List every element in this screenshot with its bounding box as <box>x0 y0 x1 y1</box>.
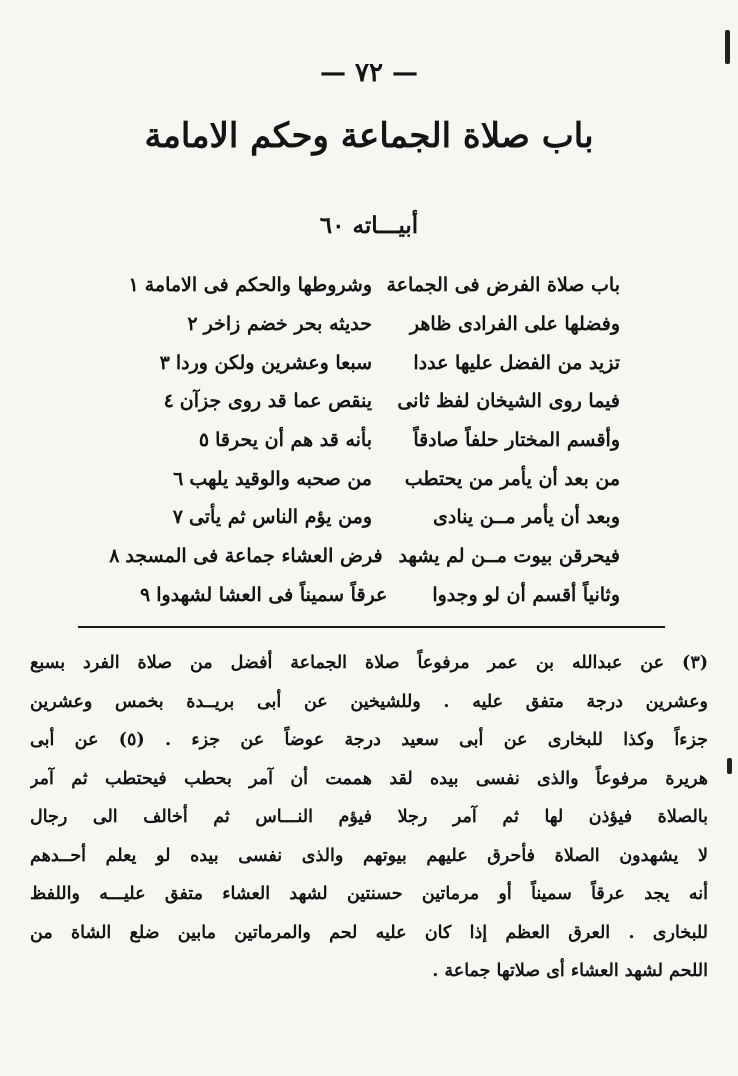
verse-second-hemistich <box>129 274 389 296</box>
commentary-line: للبخارى . العرق العظم إذا كان عليه لحم والمرماتين مابين ضلع الشاة من <box>30 922 708 943</box>
section-divider <box>78 626 665 628</box>
verse-first-hemistich: باب صلاة الفرض فى الجماعة <box>386 274 620 297</box>
verse-number: ٤ <box>163 390 174 413</box>
verse-second-hemistich <box>140 390 388 412</box>
verse-second-hemistich-text: فرض العشاء جماعة فى المسجد <box>125 545 383 568</box>
commentary-line: اللحم لشهد العشاء أى صلاتها جماعة . <box>432 961 708 981</box>
chapter-title: باب صلاة الجماعة وحكم الامامة <box>144 116 594 156</box>
verse-number: ١ <box>128 274 139 297</box>
page-number: — ٧٢ — <box>319 58 419 88</box>
verse-row <box>140 382 620 421</box>
verse-second-hemistich-text: ومن يؤم الناس ثم يأتى <box>188 506 372 529</box>
verse-second-hemistich-text: من صحبه والوقيد يلهب <box>189 467 372 490</box>
verse-second-hemistich-text: حديثه بحر خضم زاخر <box>203 313 372 336</box>
verse-row <box>140 343 620 382</box>
commentary-line: وعشرين درجة متفق عليه . وللشيخين عن أبى بريــدة بخمس وعشرين <box>30 691 708 712</box>
margin-mark <box>727 758 732 774</box>
verse-second-hemistich <box>140 429 388 451</box>
verse-number: ٥ <box>198 429 210 452</box>
verse-second-hemistich <box>109 545 398 567</box>
verse-second-hemistich-text: سبعا وعشرين ولكن وردا <box>175 351 372 374</box>
verse-row <box>140 305 620 344</box>
verse-number: ٧ <box>172 506 183 529</box>
verse-row <box>109 537 620 576</box>
verse-second-hemistich <box>140 506 388 528</box>
verse-second-hemistich-text: وشروطها والحكم فى الامامة <box>144 274 372 297</box>
verse-second-hemistich-text: ينقص عما قد روى جزآن <box>179 390 372 413</box>
verse-number: ٩ <box>140 583 151 606</box>
verse-row <box>140 421 620 460</box>
verse-number: ٨ <box>109 545 120 568</box>
verse-first-hemistich: فيما روى الشيخان لفظ ثانى <box>397 390 620 413</box>
verse-first-hemistich: وفضلها على الفرادى ظاهر <box>409 313 620 336</box>
verse-row <box>128 266 620 305</box>
verse-row <box>140 576 620 615</box>
verse-number: ٦ <box>173 467 184 490</box>
verse-second-hemistich-text: بأنه قد هم أن يحرقا <box>215 429 372 452</box>
verse-number: ٢ <box>187 313 198 336</box>
commentary-line: جزءاً وكذا للبخارى عن أبى سعيد درجة عوضاً عن جزء . (٥) عن أبى <box>30 730 708 750</box>
commentary-line: لا يشهدون الصلاة فأحرق عليهم بيوتهم والذى نفسى بيده لو يعلم أحــدهم <box>30 845 708 866</box>
verse-row <box>140 498 620 537</box>
verse-first-hemistich: وأقسم المختار حلفاً صادقاً <box>413 429 620 452</box>
verse-number: ٣ <box>159 351 170 374</box>
verse-second-hemistich <box>140 352 388 374</box>
commentary-line: (٣) عن عبدالله بن عمر مرفوعاً صلاة الجماعة أفضل من صلاة الفرد بسبع <box>30 653 708 673</box>
commentary-line: أنه يجد عرقاً سميناً أو مرماتين حسنتين لشهد العشاء متفق عليـــه واللفظ <box>30 884 708 904</box>
commentary-line: بالصلاة فيؤذن لها ثم آمر رجلا فيؤم النـــاس ثم أخالف الى رجال <box>30 807 708 827</box>
verse-row <box>140 459 620 498</box>
commentary-line: هريرة مرفوعاً والذى نفسى بيده لقد هممت أن آمر بحطب فيحتطب ثم آمر <box>30 768 708 789</box>
verse-second-hemistich <box>140 468 388 490</box>
verse-second-hemistich <box>140 584 403 606</box>
verse-first-hemistich: فيحرقن بيوت مــن لم يشهد <box>398 545 620 568</box>
poem-verses <box>109 266 620 614</box>
verse-count: أبيـــاته ٦٠ <box>319 212 419 239</box>
verse-second-hemistich <box>140 313 388 335</box>
verse-second-hemistich-text: عرقاً سميناً فى العشا لشهدوا <box>156 583 388 606</box>
verse-first-hemistich: وبعد أن يأمر مــن ينادى <box>433 506 620 529</box>
commentary-text <box>30 644 708 991</box>
verse-first-hemistich: وثانياً أقسم أن لو وجدوا <box>432 583 620 606</box>
verse-first-hemistich: تزيد من الفضل عليها عددا <box>413 351 620 374</box>
verse-first-hemistich: من بعد أن يأمر من يحتطب <box>404 467 620 490</box>
